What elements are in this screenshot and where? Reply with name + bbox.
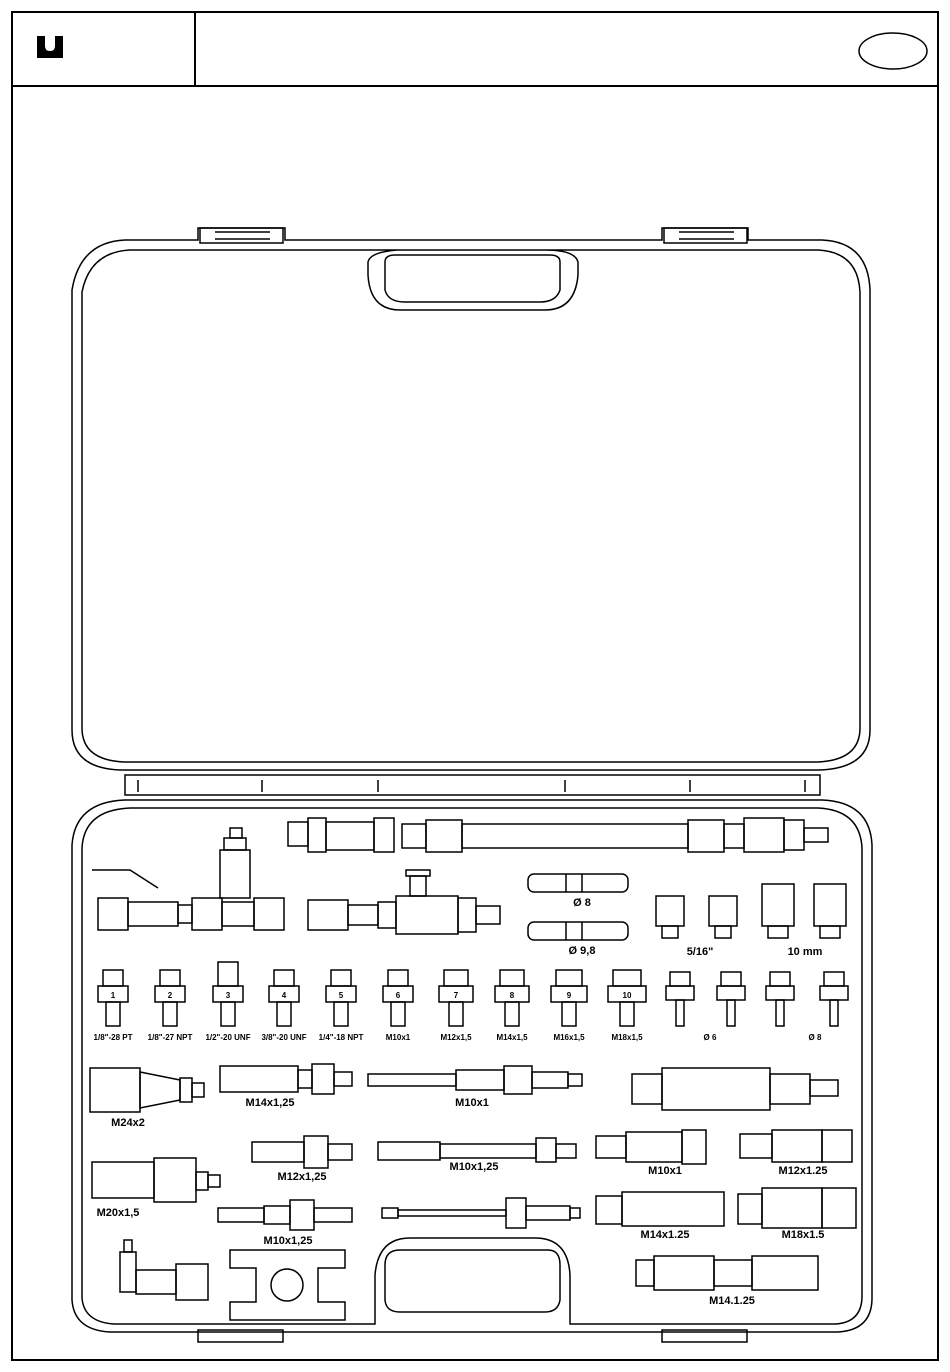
adapter-label-10: M18x1,5 xyxy=(611,1033,643,1042)
adapter-m18x15 xyxy=(738,1188,856,1241)
adapter-num-6: 6 xyxy=(395,991,401,1000)
adapter-label-3: 1/2"-20 UNF xyxy=(205,1033,251,1042)
fitting-516-pair xyxy=(656,896,737,958)
adapter-label-5: 1/4"-18 NPT xyxy=(318,1033,364,1042)
long-hose-tool xyxy=(288,818,828,852)
adapter-m10x1-a xyxy=(368,1066,582,1109)
adapter-m14x125-b xyxy=(596,1192,724,1241)
adapter-label-1: 1/8"-28 PT xyxy=(93,1033,133,1042)
adapter-num-1: 1 xyxy=(110,991,116,1000)
label-m10x1-a: M10x1 xyxy=(455,1097,489,1109)
badge-ellipse xyxy=(859,33,927,69)
adapter-m14x125-a xyxy=(220,1064,352,1109)
case-hinge xyxy=(125,775,820,795)
label-d8-bottom: Ø 8 xyxy=(808,1033,822,1042)
label-m10x1-b: M10x1 xyxy=(648,1165,682,1177)
adapter-num-3: 3 xyxy=(225,991,231,1000)
adapter-m24x2 xyxy=(90,1068,204,1129)
label-516: 5/16" xyxy=(686,946,714,958)
adapter-label-8: M14x1,5 xyxy=(496,1033,528,1042)
adapter-m12x125-a xyxy=(252,1136,352,1183)
adapter-num-5: 5 xyxy=(338,991,344,1000)
label-m14x125-b: M14x1.25 xyxy=(640,1229,690,1241)
adapter-num-7: 7 xyxy=(453,991,459,1000)
adapter-m10x1-b xyxy=(596,1130,706,1177)
case-lid xyxy=(72,228,870,770)
adapter-m10x125-b xyxy=(218,1200,352,1247)
pipe-d8 xyxy=(528,874,628,909)
label-m10x125-a: M10x1,25 xyxy=(449,1161,499,1173)
adapter-m10x125-a xyxy=(378,1138,576,1173)
label-m14125: M14.1.25 xyxy=(709,1295,755,1307)
adapter-m12x125-b xyxy=(740,1130,852,1177)
wrench-icon xyxy=(37,36,63,58)
fitting-10mm-pair xyxy=(762,884,846,958)
tee-valve-tool xyxy=(92,828,284,930)
adapter-label-6: M10x1 xyxy=(385,1033,411,1042)
label-d8-top: Ø 8 xyxy=(573,897,591,909)
quick-coupler-tool xyxy=(308,870,500,934)
label-m12x125-b: M12x1.25 xyxy=(778,1165,828,1177)
pipe-d98 xyxy=(528,922,628,957)
label-m20x15: M20x1,5 xyxy=(96,1207,140,1219)
adapter-num-10: 10 xyxy=(622,991,632,1000)
wrench-plate xyxy=(230,1250,345,1320)
row2-adapters xyxy=(94,962,848,1042)
adapter-long-collar xyxy=(382,1198,580,1228)
adapter-label-9: M16x1,5 xyxy=(553,1033,585,1042)
adapter-label-4: 3/8"-20 UNF xyxy=(261,1033,307,1042)
label-m24x2: M24x2 xyxy=(111,1117,145,1129)
adapter-num-9: 9 xyxy=(566,991,572,1000)
label-d6: Ø 6 xyxy=(703,1033,717,1042)
label-m10x125-b: M10x1,25 xyxy=(263,1235,313,1247)
adapter-num-4: 4 xyxy=(281,991,287,1000)
label-10mm: 10 mm xyxy=(787,946,823,958)
header xyxy=(12,12,938,86)
barb-fittings-d8 xyxy=(766,972,848,1042)
label-m14x125-a: M14x1,25 xyxy=(245,1097,295,1109)
adapter-m20x15 xyxy=(92,1158,220,1219)
adapter-m14125 xyxy=(636,1256,818,1307)
angle-coupler xyxy=(120,1240,208,1300)
adapter-label-7: M12x1,5 xyxy=(440,1033,472,1042)
label-m18x15: M18x1.5 xyxy=(781,1229,825,1241)
adapter-label-2: 1/8"-27 NPT xyxy=(147,1033,193,1042)
label-m12x125-a: M12x1,25 xyxy=(277,1171,327,1183)
label-d98: Ø 9,8 xyxy=(568,945,596,957)
adapter-num-8: 8 xyxy=(509,991,515,1000)
barb-fittings-d6 xyxy=(666,972,745,1042)
adapter-large-plain xyxy=(632,1068,838,1110)
adapter-num-2: 2 xyxy=(167,991,173,1000)
